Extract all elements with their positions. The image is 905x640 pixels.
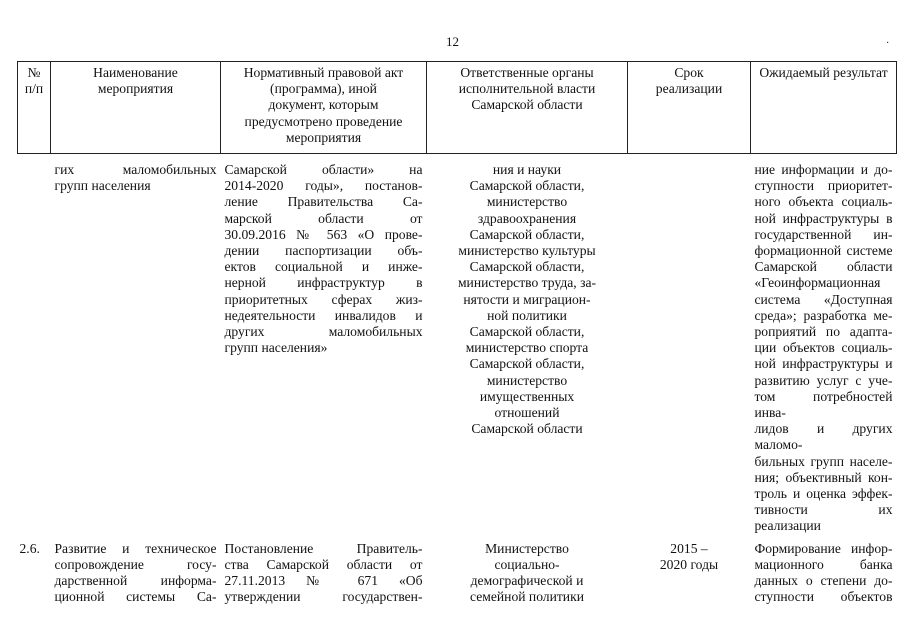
text-line: тивности их реализации bbox=[754, 502, 893, 534]
text-line: дарственной информа- bbox=[54, 573, 217, 589]
table-header-row bbox=[18, 62, 897, 154]
header-act: Нормативный правовой акт (программа), иной документ, которым предусмотрено проведение мероприятия bbox=[221, 62, 427, 154]
cell-result bbox=[751, 535, 897, 606]
cell-act bbox=[221, 154, 427, 535]
cell-name bbox=[51, 535, 221, 606]
text-line: Самарской области, bbox=[469, 356, 585, 372]
text-line: бильных групп населе- bbox=[754, 453, 893, 469]
text-line: нятости и миграцион- bbox=[463, 291, 591, 307]
text-line: Самарской области, bbox=[469, 178, 585, 194]
cell-act bbox=[221, 535, 427, 606]
text-line: здравоохранения bbox=[477, 210, 577, 226]
text-line: формационной системе bbox=[754, 243, 893, 259]
text-line: мационного банка bbox=[754, 556, 893, 572]
text-line: ной инфраструктуры в bbox=[754, 210, 893, 226]
text-line: ступности приоритет- bbox=[754, 178, 893, 194]
text-line: государственной ин- bbox=[754, 226, 893, 242]
text-line: Самарской области bbox=[754, 259, 893, 275]
text-line: групп населения» bbox=[224, 340, 328, 356]
cell-result bbox=[751, 154, 897, 535]
measures-table bbox=[17, 61, 897, 605]
header-name: Наименование мероприятия bbox=[51, 62, 221, 154]
text-line: ние информации и до- bbox=[754, 162, 893, 177]
text-line: ционной системы Са- bbox=[54, 589, 217, 605]
text-line: нерной инфраструктур в bbox=[224, 275, 423, 291]
text-line: ной политики bbox=[487, 307, 567, 323]
text-line: Самарской области, bbox=[469, 324, 585, 340]
text-line: Самарской области, bbox=[469, 226, 585, 242]
text-line: министерство культуры bbox=[458, 243, 596, 259]
text-line: министерство bbox=[486, 372, 568, 388]
text-line: Самарской области» на bbox=[224, 162, 423, 177]
cell-org bbox=[427, 154, 628, 535]
cell-name bbox=[51, 154, 221, 535]
text-line: дении паспортизации объ- bbox=[224, 243, 423, 259]
text-line: ектов социальной и инже- bbox=[224, 259, 423, 275]
header-term: Срок реализации bbox=[628, 62, 751, 154]
table-row bbox=[18, 535, 897, 606]
text-line: марской области от bbox=[224, 210, 423, 226]
text-line: троль и оценка эффек- bbox=[754, 486, 893, 502]
cell-term bbox=[628, 154, 751, 535]
table-row bbox=[18, 154, 897, 535]
text-line: Развитие и техническое bbox=[54, 540, 217, 556]
text-line: развитию услуг с уче- bbox=[754, 372, 893, 388]
text-line: Самарской области bbox=[471, 421, 583, 437]
text-line: ной инфраструктуры и bbox=[754, 356, 893, 372]
text-line: 27.11.2013 № 671 «Об bbox=[224, 573, 423, 589]
text-line: данных о степени до- bbox=[754, 573, 893, 589]
text-line: роприятий по адапта- bbox=[754, 324, 893, 340]
text-line: Постановление Правитель- bbox=[224, 540, 423, 556]
page-number: 12 bbox=[446, 34, 459, 49]
text-line: «Геоинформационная bbox=[754, 275, 881, 291]
cell-number bbox=[18, 154, 51, 535]
text-line: семейной политики bbox=[470, 589, 584, 605]
text-line: утверждении государствен- bbox=[224, 589, 423, 605]
text-line: Министерство bbox=[485, 540, 569, 556]
text-line: 2020 годы bbox=[659, 556, 719, 572]
text-line: ния и науки bbox=[492, 162, 562, 177]
text-line: 30.09.2016 № 563 «О прове- bbox=[224, 226, 423, 242]
text-line: 2015 – bbox=[670, 540, 708, 556]
text-line: других маломобильных bbox=[224, 324, 423, 340]
text-line: гих маломобильных bbox=[54, 162, 217, 177]
text-line: система «Доступная bbox=[754, 291, 893, 307]
text-line: демографической и bbox=[470, 573, 584, 589]
text-line: Самарской области, bbox=[469, 259, 585, 275]
text-line: министерство спорта bbox=[465, 340, 589, 356]
text-line: ного объекта социаль- bbox=[754, 194, 893, 210]
text-line: социально- bbox=[494, 556, 560, 572]
text-line: лидов и других маломо- bbox=[754, 421, 893, 453]
text-line: недеятельности инвалидов и bbox=[224, 307, 423, 323]
text-line: ступности объектов bbox=[754, 589, 893, 605]
text-line: групп населения bbox=[54, 178, 151, 194]
header-result: Ожидаемый результат bbox=[751, 62, 897, 154]
text-line: среда»; разработка ме- bbox=[754, 307, 893, 323]
cell-org bbox=[427, 535, 628, 606]
text-line: ции объектов социаль- bbox=[754, 340, 893, 356]
corner-mark: · bbox=[886, 38, 890, 49]
text-line: отношений bbox=[494, 405, 560, 421]
text-line: министерство bbox=[486, 194, 568, 210]
text-line: том потребностей инва- bbox=[754, 388, 893, 421]
cell-number: 2.6. bbox=[19, 540, 40, 556]
text-line: Формирование инфор- bbox=[754, 540, 893, 556]
text-line: сопровождение госу- bbox=[54, 556, 217, 572]
text-line: имущественных bbox=[479, 388, 575, 404]
text-line: приоритетных сферах жиз- bbox=[224, 291, 423, 307]
cell-term bbox=[628, 535, 751, 606]
text-line: ства Самарской области от bbox=[224, 556, 423, 572]
text-line: 2014-2020 годы», постанов- bbox=[224, 178, 423, 194]
header-number: № п/п bbox=[18, 62, 51, 154]
text-line: ния; объективный кон- bbox=[754, 469, 893, 485]
text-line: министерство труда, за- bbox=[457, 275, 597, 291]
text-line: ление Правительства Са- bbox=[224, 194, 423, 210]
header-org: Ответственные органы исполнительной власти Самарской области bbox=[427, 62, 628, 154]
